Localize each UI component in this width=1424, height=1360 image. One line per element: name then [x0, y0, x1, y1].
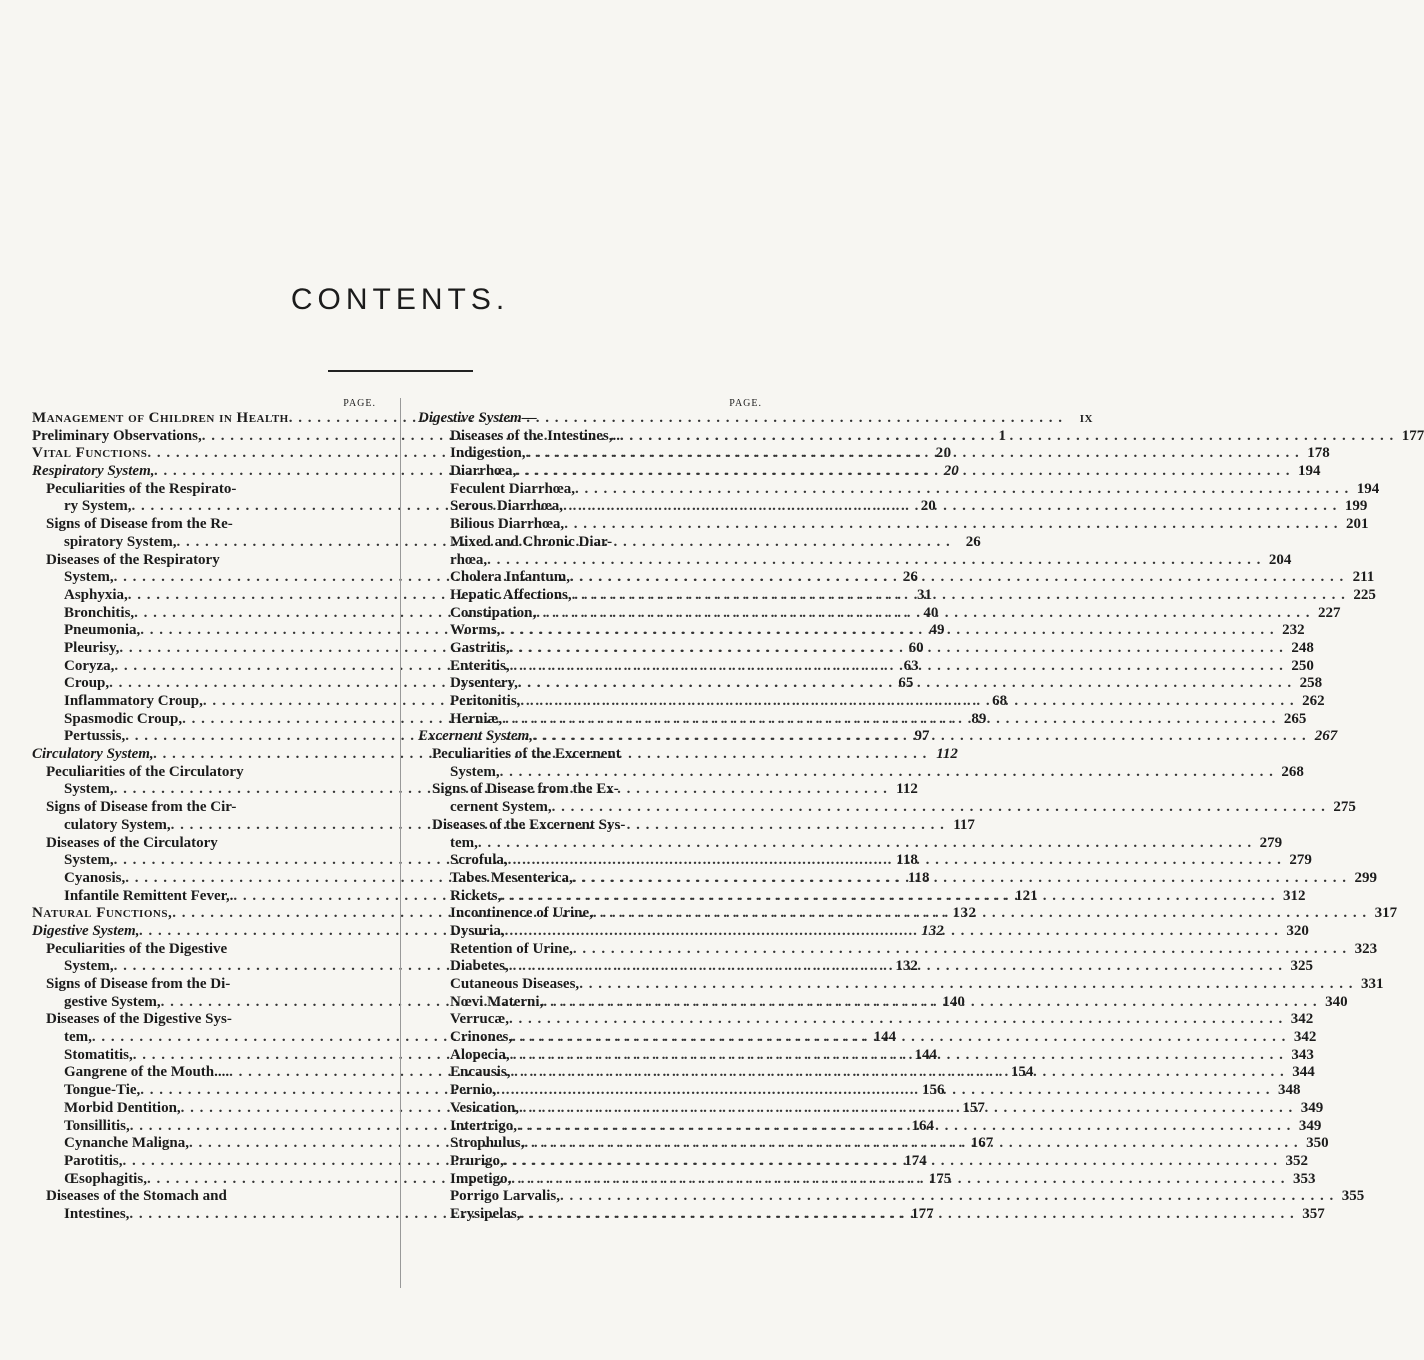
- toc-entry-title: Pneumonia,: [64, 622, 141, 639]
- dot-leader: [560, 1188, 1334, 1206]
- toc-entry-page: 154: [1010, 1064, 1034, 1081]
- toc-entry-page: 279: [1259, 834, 1283, 851]
- toc-entry-page: 164: [911, 1117, 934, 1134]
- toc-entry-page: 350: [1306, 1135, 1329, 1152]
- toc-entry-page: 31: [917, 586, 933, 603]
- toc-entry-title: gestive System,: [64, 993, 161, 1010]
- toc-entry-title: Pertussis,: [64, 728, 126, 745]
- toc-entry-page: 258: [1299, 675, 1323, 692]
- toc-entry-title: Mixed and Chronic Diar-: [450, 533, 613, 550]
- toc-entry-page: 204: [1268, 551, 1292, 568]
- toc-entry-page: 177: [1401, 427, 1424, 444]
- toc-entry-title: Cholera Infantum,: [450, 569, 571, 586]
- toc-entry-title: Feculent Diarrhœa,: [450, 480, 575, 497]
- toc-entry-title: Intestines,: [64, 1205, 130, 1222]
- toc-entry-title: Herniæ,: [450, 710, 503, 727]
- dot-leader: [519, 1100, 1293, 1118]
- toc-entry-page: 20: [943, 463, 959, 480]
- page-column-label: PAGE.: [343, 398, 376, 409]
- toc-entry-title: Enteritis,: [450, 657, 510, 674]
- dot-leader: [510, 1047, 1284, 1065]
- toc-entry: [32, 976, 384, 994]
- toc-entry-title: Morbid Dentition,: [64, 1099, 181, 1116]
- toc-entry: [418, 799, 1356, 817]
- toc-entry-title: Diseases of the Stomach and: [46, 1188, 227, 1205]
- toc-entry-title: Gastritis,: [450, 639, 510, 656]
- toc-entry-title: Inflammatory Croup,: [64, 693, 203, 709]
- dot-leader: [533, 728, 1307, 746]
- toc-entry-page: 342: [1293, 1029, 1317, 1046]
- toc-entry-title: Stomatitis,: [64, 1046, 133, 1063]
- toc-entry: [418, 834, 1283, 853]
- toc-entry-page: 323: [1354, 940, 1378, 957]
- toc-entry-title: Prurigo,: [450, 1152, 504, 1169]
- toc-entry-page: 132: [952, 905, 977, 922]
- toc-entry: [32, 799, 384, 817]
- toc-entry-title: Respiratory System,: [32, 463, 155, 480]
- toc-entry-title: Cyanosis,: [64, 869, 126, 886]
- toc-entry-page: 355: [1341, 1188, 1365, 1205]
- toc-entry-page: 112: [936, 746, 958, 763]
- toc-entry-page: 348: [1278, 1082, 1301, 1099]
- toc-entry-page: 344: [1292, 1064, 1315, 1081]
- toc-entry-page: 97: [914, 728, 930, 745]
- toc-entry-title: Peculiarities of the Respirato-: [46, 480, 237, 497]
- toc-entry: [32, 1188, 384, 1206]
- toc-entry-page: 268: [1281, 763, 1304, 780]
- toc-entry-page: 343: [1291, 1046, 1314, 1063]
- dot-leader: [501, 888, 1275, 906]
- toc-entry: [418, 410, 770, 428]
- dot-leader: [500, 764, 1274, 782]
- toc-entry: [418, 551, 1292, 570]
- toc-entry-title: System,: [64, 958, 114, 975]
- dot-leader: [512, 1029, 1286, 1047]
- toc-entry-page: 118: [907, 869, 930, 886]
- toc-entry-title: tem,: [64, 1029, 92, 1046]
- toc-entry-title: rhœa,: [450, 551, 488, 568]
- toc-entry-title: Digestive System—: [418, 410, 537, 426]
- toc-entry-title: Retention of Urine,: [450, 940, 573, 957]
- toc-entry-page: 340: [1325, 993, 1348, 1010]
- toc-entry-title: Intertrigo,: [450, 1117, 518, 1134]
- toc-entry-title: Peculiarities of the Circulatory: [46, 763, 244, 780]
- toc-entry: [418, 781, 770, 799]
- toc-entry-title: Spasmodic Croup,: [64, 710, 183, 727]
- dot-leader: [524, 1135, 1298, 1153]
- toc-entry-title: Impetigo,: [450, 1170, 512, 1187]
- toc-entry: [418, 427, 1424, 446]
- toc-entry-page: 194: [1298, 463, 1321, 480]
- toc-entry: [32, 516, 384, 534]
- toc-entry-page: 325: [1290, 958, 1313, 975]
- toc-entry-title: Signs of Disease from the Di-: [46, 976, 231, 992]
- dot-leader: [525, 445, 1299, 463]
- toc-entry-title: Signs of Disease from the Re-: [46, 516, 233, 533]
- toc-entry-page: 299: [1354, 869, 1378, 886]
- toc-entry-page: 312: [1283, 887, 1306, 904]
- toc-entry-title: Tonsillitis,: [64, 1117, 130, 1134]
- toc-entry-title: Incontinence of Urine,: [450, 905, 593, 922]
- toc-entry: [418, 940, 1378, 959]
- toc-entry: [32, 764, 384, 782]
- toc-entry-page: 132: [895, 958, 918, 975]
- toc-entry-title: System,: [64, 852, 114, 869]
- toc-entry-title: Diseases of the Respiratory: [46, 551, 220, 568]
- toc-entry-page: 248: [1291, 639, 1314, 656]
- toc-entry-title: ry System,: [64, 498, 132, 515]
- toc-entry-title: Serous Diarrhœa,: [450, 498, 564, 515]
- toc-entry-title: Bilious Diarrhœa,: [450, 516, 565, 533]
- toc-entry-page: 140: [942, 993, 965, 1010]
- toc-entry-page: 227: [1318, 604, 1341, 621]
- toc-entry-title: Bronchitis,: [64, 604, 135, 621]
- dot-leader: [502, 711, 1276, 729]
- dot-leader: [517, 1118, 1291, 1136]
- toc-entry: [32, 481, 384, 499]
- toc-entry-title: spiratory System,: [64, 533, 177, 550]
- toc-entry-title: Parotitis,: [64, 1152, 123, 1169]
- toc-entry-page: 118: [896, 852, 918, 869]
- dot-leader: [510, 1064, 1284, 1082]
- toc-entry-page: 177: [911, 1205, 934, 1222]
- dot-leader: [536, 605, 1310, 623]
- toc-entry-page: 352: [1285, 1152, 1308, 1169]
- toc-entry-title: Constipation,: [450, 604, 537, 621]
- toc-entry-page: 26: [902, 569, 918, 586]
- dot-leader: [509, 958, 1283, 976]
- toc-entry-page: 174: [904, 1152, 927, 1169]
- toc-entry-page: 144: [914, 1046, 937, 1063]
- toc-entry-page: 225: [1353, 586, 1376, 603]
- toc-entry-page: 342: [1290, 1011, 1314, 1028]
- toc-entry-title: Worms,: [450, 622, 501, 639]
- toc-entry: [32, 941, 384, 959]
- toc-entry-title: Pleurisy,: [64, 639, 120, 656]
- dot-leader: [564, 516, 1338, 534]
- toc-entry-page: 40: [923, 604, 939, 621]
- dot-leader: [579, 976, 1353, 994]
- toc-entry-page: 178: [1307, 445, 1330, 462]
- toc-entry-title: Strophulus,: [450, 1135, 525, 1152]
- toc-entry: [418, 1011, 1314, 1029]
- toc-entry-title: Encausis,: [450, 1064, 511, 1081]
- toc-entry-title: Vital Functions: [32, 445, 148, 462]
- toc-entry-page: 167: [970, 1135, 994, 1152]
- toc-entry: [32, 1011, 384, 1029]
- toc-entry-page: 175: [928, 1170, 952, 1187]
- toc-entry-title: Diseases of the Excernent Sys-: [432, 816, 626, 833]
- toc-entry-title: Alopecia,: [450, 1046, 510, 1063]
- toc-entry-title: Croup,: [64, 675, 110, 692]
- toc-entry-page: 320: [1286, 922, 1309, 939]
- toc-entry-page: 132: [921, 922, 944, 939]
- dot-leader: [620, 428, 1394, 446]
- toc-entry-page: 144: [873, 1029, 897, 1046]
- toc-entry-page: ix: [1079, 410, 1093, 426]
- toc-entry-page: 211: [1352, 569, 1375, 586]
- toc-entry-page: 331: [1360, 976, 1384, 992]
- dot-leader: [508, 852, 1282, 870]
- toc-entry-title: System,: [450, 763, 500, 780]
- toc-entry-title: culatory System,: [64, 816, 171, 833]
- dot-leader: [570, 569, 1344, 587]
- dot-leader: [496, 1082, 1270, 1100]
- toc-entry-title: Signs of Disease from the Cir-: [46, 799, 237, 816]
- toc-entry-page: 275: [1333, 799, 1356, 816]
- dot-leader: [572, 587, 1346, 605]
- toc-entry: [32, 552, 384, 570]
- toc-entry-page: 357: [1302, 1205, 1325, 1222]
- dot-leader: [510, 658, 1284, 676]
- dot-leader: [509, 1011, 1283, 1029]
- toc-entry-title: Crinones,: [450, 1029, 513, 1046]
- toc-entry-page: 250: [1291, 657, 1314, 674]
- page-title: CONTENTS.: [290, 283, 510, 316]
- toc-entry-page: 121: [1015, 887, 1038, 904]
- toc-entry-title: Rickets,: [450, 887, 502, 904]
- toc-entry-title: Peculiarities of the Digestive: [46, 940, 228, 957]
- toc-entry-page: 63: [903, 657, 919, 674]
- toc-entry-page: 89: [971, 710, 987, 727]
- toc-entry-title: Circulatory System,: [32, 746, 154, 763]
- dot-leader: [520, 1206, 1294, 1224]
- dot-leader: [504, 1153, 1278, 1171]
- toc-entry-page: 349: [1298, 1117, 1322, 1134]
- dot-leader: [575, 481, 1349, 499]
- toc-entry-title: Erysipelas,: [450, 1205, 521, 1222]
- toc-entry-title: Coryza,: [64, 657, 115, 674]
- toc-entry-page: 20: [920, 498, 936, 515]
- column-divider: [400, 398, 401, 1288]
- dot-leader: [510, 640, 1284, 658]
- toc-entry-title: System,: [64, 569, 114, 586]
- toc-entry-page: 317: [1374, 905, 1398, 922]
- toc-entry-title: tem,: [450, 834, 478, 851]
- toc-entry: [418, 976, 1384, 994]
- toc-entry-title: System,: [64, 781, 114, 798]
- toc-entry-title: Dysuria,: [450, 922, 505, 939]
- dot-leader: [487, 552, 1261, 570]
- toc-entry-title: Cutaneous Diseases,: [450, 976, 580, 992]
- toc-entry: [418, 1188, 1365, 1206]
- dot-leader: [563, 498, 1337, 516]
- toc-entry: [418, 480, 1380, 499]
- toc-entry-title: Verrucæ,: [450, 1011, 510, 1028]
- toc-entry-page: 60: [908, 639, 924, 656]
- toc-entry-title: Diseases of the Digestive Sys-: [46, 1011, 232, 1028]
- toc-entry-page: 265: [1283, 710, 1307, 727]
- toc-entry-page: 201: [1345, 516, 1369, 533]
- dot-leader: [593, 905, 1367, 923]
- toc-entry-page: 117: [953, 816, 975, 833]
- toc-entry-title: Gangrene of the Mouth....: [64, 1064, 230, 1081]
- toc-entry-title: Excernent System,: [418, 728, 533, 745]
- toc-entry-page: 262: [1302, 693, 1325, 709]
- dot-leader: [552, 799, 1326, 817]
- toc-entry-page: 49: [929, 622, 945, 639]
- toc-entry-title: cernent System,: [450, 799, 552, 816]
- toc-entry-page: 26: [965, 533, 981, 550]
- toc-entry-title: Diabetes,: [450, 958, 509, 975]
- toc-entry-title: Management of Children in Health: [32, 410, 289, 426]
- page-column-label: PAGE.: [729, 398, 762, 409]
- toc-entry-title: Signs of Disease from the Ex-: [432, 781, 619, 798]
- toc-entry-title: Infantile Remittent Fever,.: [64, 887, 234, 904]
- toc-entry-page: 68: [992, 693, 1008, 709]
- toc-entry-page: 232: [1282, 622, 1305, 639]
- toc-entry-title: Tongue-Tie,: [64, 1082, 141, 1099]
- dot-leader: [518, 675, 1292, 693]
- title-rule: [328, 370, 473, 372]
- toc-entry-page: 267: [1314, 728, 1338, 745]
- toc-entry-title: Œsophagitis,: [64, 1170, 147, 1187]
- toc-entry-title: Vesication,: [450, 1099, 520, 1116]
- dot-leader: [520, 693, 1294, 711]
- toc-entry: [418, 746, 770, 764]
- toc-entry-title: Diarrhœa,: [450, 463, 517, 480]
- toc-entry: [32, 835, 384, 853]
- toc-entry-page: 20: [935, 445, 952, 462]
- toc-entry-title: Peritonitis,: [450, 693, 521, 709]
- dot-leader: [500, 622, 1274, 640]
- toc-entry-page: 157: [962, 1099, 985, 1116]
- toc-entry-page: 353: [1293, 1170, 1316, 1187]
- dot-leader: [478, 835, 1252, 853]
- toc-entry-title: Tabes Mesenterica,: [450, 869, 573, 886]
- toc-entry-page: 156: [922, 1082, 945, 1099]
- toc-entry-page: 279: [1289, 852, 1312, 869]
- toc-entry-title: Indigestion,: [450, 445, 526, 462]
- toc-entry: [418, 516, 1369, 534]
- toc-entry-title: Porrigo Larvalis,: [450, 1188, 560, 1205]
- toc-entry: [418, 534, 770, 552]
- toc-entry: [418, 763, 1304, 782]
- toc-entry-page: 199: [1344, 498, 1368, 515]
- toc-entry-title: Hepatic Affections,: [450, 586, 572, 603]
- toc-entry-title: Digestive System,: [32, 922, 140, 939]
- toc-entry: [418, 817, 770, 835]
- toc-entry-title: Nœvi Materni,: [450, 993, 544, 1010]
- toc-entry-title: Dysentery,: [450, 675, 518, 692]
- dot-leader: [543, 994, 1317, 1012]
- dot-leader: [516, 463, 1290, 481]
- toc-entry-title: Cynanche Maligna,: [64, 1135, 190, 1152]
- dot-leader: [505, 923, 1279, 941]
- toc-entry-page: 194: [1356, 480, 1380, 497]
- dot-leader: [511, 1171, 1285, 1189]
- toc-entry-title: Peculiarities of the Excernent: [432, 746, 621, 763]
- toc-entry-title: Scrofula,: [450, 852, 508, 869]
- toc-entry-page: 1: [998, 427, 1006, 444]
- toc-entry-title: Pernio,: [450, 1082, 497, 1099]
- dot-leader: [573, 870, 1347, 888]
- toc-entry-title: Diseases of the Intestines,..: [450, 427, 620, 444]
- dot-leader: [573, 941, 1347, 959]
- toc-entry-page: 112: [896, 781, 918, 798]
- toc-entry-title: Natural Functions,: [32, 905, 173, 922]
- toc-entry-title: Diseases of the Circulatory: [46, 834, 218, 851]
- toc-entry-page: 349: [1300, 1099, 1324, 1116]
- toc-entry-title: Asphyxia,: [64, 586, 128, 603]
- toc-entry-page: 65: [898, 675, 914, 692]
- toc-entry-title: Preliminary Observations,: [32, 427, 202, 444]
